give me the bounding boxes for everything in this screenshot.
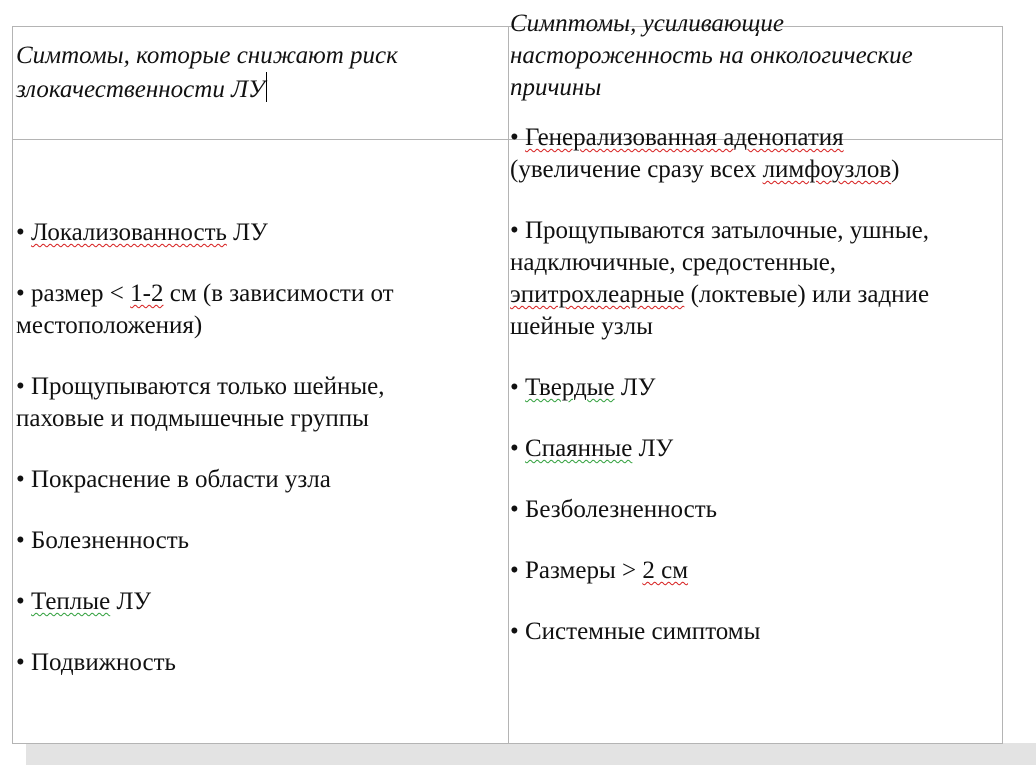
column-divider	[508, 27, 509, 743]
list-item: • Спаянные ЛУ	[510, 435, 674, 462]
header-cell-low-risk[interactable]	[16, 40, 476, 106]
list-item: • Генерализованная аденопатия (увеличение сразу всех лимфоузлов)	[510, 124, 900, 183]
low-risk-list	[16, 217, 476, 679]
list-item: • Подвижность	[16, 649, 176, 676]
spellcheck-mark: 2 см	[642, 557, 689, 584]
list-item: • Болезненность	[16, 527, 190, 554]
page-shadow	[26, 743, 1036, 765]
spellcheck-mark: Локализованность	[31, 219, 227, 246]
header-cell-high-risk[interactable]	[510, 8, 980, 104]
spellcheck-mark: Твердые	[525, 374, 615, 401]
spellcheck-mark: лимфоузлов	[762, 156, 892, 183]
list-item: • Безболезненность	[510, 496, 718, 523]
list-item: • Размеры > 2 см	[510, 557, 689, 584]
spellcheck-mark: 1-2	[130, 280, 164, 307]
high-risk-list	[510, 122, 980, 648]
list-item: • Прощупываются затылочные, ушные, надключичные, средостенные, эпитрохлеарные (локтевые) или задние шейные узлы	[510, 217, 930, 340]
list-item: • Локализованность ЛУ	[16, 219, 268, 246]
list-item: • Системные симптомы	[510, 618, 761, 645]
list-item: • Покраснение в области узла	[16, 466, 331, 493]
spellcheck-mark: эпитрохлеарные	[510, 281, 685, 308]
body-cell-high-risk[interactable]	[510, 122, 980, 677]
spellcheck-mark: Теплые	[31, 588, 111, 615]
body-cell-low-risk[interactable]	[16, 217, 476, 708]
header-text-high-risk: Симптомы, усиливающие настороженность на онкологические причины	[510, 10, 913, 101]
list-item: • Прощупываются только шейные, паховые и подмышечные группы	[16, 373, 385, 432]
list-item: • Твердые ЛУ	[510, 374, 656, 401]
list-item: • размер < 1-2 см (в зависимости от местоположения)	[16, 280, 394, 339]
text-cursor	[266, 72, 267, 102]
spellcheck-mark: Генерализованная аденопатия	[525, 124, 844, 151]
spellcheck-mark: Спаянные	[525, 435, 633, 462]
header-text-low-risk: Симтомы, которые снижают риск злокачественности ЛУ	[16, 42, 398, 103]
list-item: • Теплые ЛУ	[16, 588, 152, 615]
